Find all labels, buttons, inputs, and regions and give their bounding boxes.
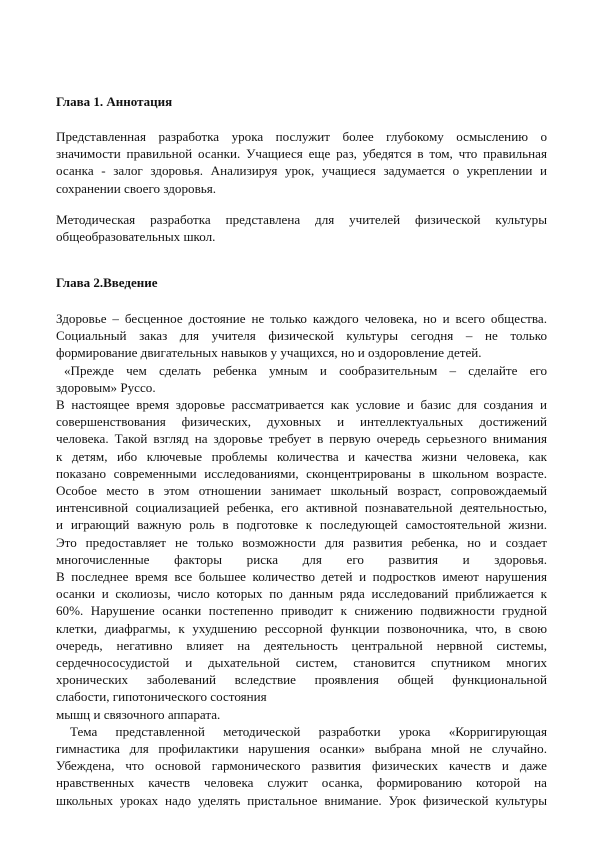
text-line: человека. Такой взгляд на здоровье требует в первую очередь серьезного внимания: [56, 431, 547, 447]
text-line: «Прежде чем сделать ребенка умным и сообразительным – сделайте его: [64, 362, 547, 378]
text-line: нравственных качеств человека служит осанка, формированию которой на: [56, 775, 547, 791]
text-line: Методическая разработка представлена для учителей физической культуры: [56, 212, 547, 227]
text-line: Убеждена, что основой гармонического развития физических качеств и даже: [56, 758, 547, 774]
text-line: совершенствования физических, духовных и интеллектуальных достижений: [56, 414, 547, 430]
chapter1-paragraph-1: [56, 128, 547, 197]
text-line: сохранении своего здоровья.: [56, 180, 217, 196]
text-line: осанки и сколиозы, число которых по данным ряда исследований приближается к: [56, 586, 547, 602]
chapter2-heading: Глава 2.Введение: [56, 275, 158, 290]
text-line: сердечнососудистой и дыхательной систем, становится спутником многих: [56, 655, 547, 671]
text-line: 60%. Нарушение осанки постепенно приводит к снижению подвижности грудной: [56, 603, 547, 619]
text-line: Особое место в этом отношении занимает школьный возраст, сопровождаемый: [56, 483, 547, 499]
text-line: и играющий важную роль в подготовке к последующей самостоятельной жизни.: [56, 517, 547, 533]
chapter2-body: [56, 310, 547, 809]
chapter1-paragraph-2: [56, 211, 547, 245]
text-line: Социальный заказ для учителя физической культуры сегодня – не только: [56, 328, 547, 344]
chapter1-heading: Глава 1. Аннотация: [56, 94, 173, 109]
text-line: клетки, диафрагмы, к ухудшению рессорной функции позвоночника, что, в свою: [56, 620, 547, 636]
text-line: осанка - залог здоровья. Анализируя урок, учащиеся задумается о укреплении и: [56, 163, 547, 179]
text-line: В последнее время все большее количество детей и подростков имеют нарушения: [56, 569, 547, 585]
text-line: Здоровье – бесценное достояние не только каждого человека, но и всего общества.: [56, 311, 547, 326]
text-line: общеобразовательных школ.: [56, 229, 216, 245]
text-line: мышц и связочного аппарата.: [56, 706, 221, 722]
text-line: слабости, гипотонического состояния: [56, 689, 267, 705]
text-line: В настоящее время здоровье рассматривается как условие и базис для создания и: [56, 397, 547, 413]
text-line: Тема представленной методической разработки урока «Корригирующая: [70, 723, 547, 739]
text-line: Это предоставляет не только возможности для развития ребенка, но и создает: [56, 534, 547, 550]
text-line: школьных уроках надо уделять пристальное внимание. Урок физической культуры: [56, 792, 547, 808]
text-line: значимости правильной осанки. Учащиеся еще раз, убедятся в том, что правильная: [56, 146, 547, 162]
text-line: показано современными исследованиями, сконцентрированы в школьном возрасте.: [56, 465, 547, 481]
text-line: здоровым» Руссо.: [56, 379, 156, 395]
text-line: очередь, негативно влияет на деятельность центральной нервной системы,: [56, 637, 547, 653]
text-line: интенсивной социализацией ребенка, его активной познавательной деятельностью,: [56, 500, 547, 516]
text-line: Представленная разработка урока послужит более глубокому осмыслению о: [56, 129, 547, 144]
text-line: к детям, ибо ключевые проблемы количества и качества жизни человека, как: [56, 448, 547, 464]
text-line: хронических заболеваний вследствие проявления общей функциональной: [56, 672, 547, 688]
text-line: формирование двигательных навыков у учащихся, но и оздоровление детей.: [56, 345, 482, 361]
text-line: гимнастика для профилактики нарушения осанки» выбрана мной не случайно.: [56, 741, 547, 757]
text-line: многочисленные факторы риска для его развития и здоровья.: [56, 551, 547, 567]
